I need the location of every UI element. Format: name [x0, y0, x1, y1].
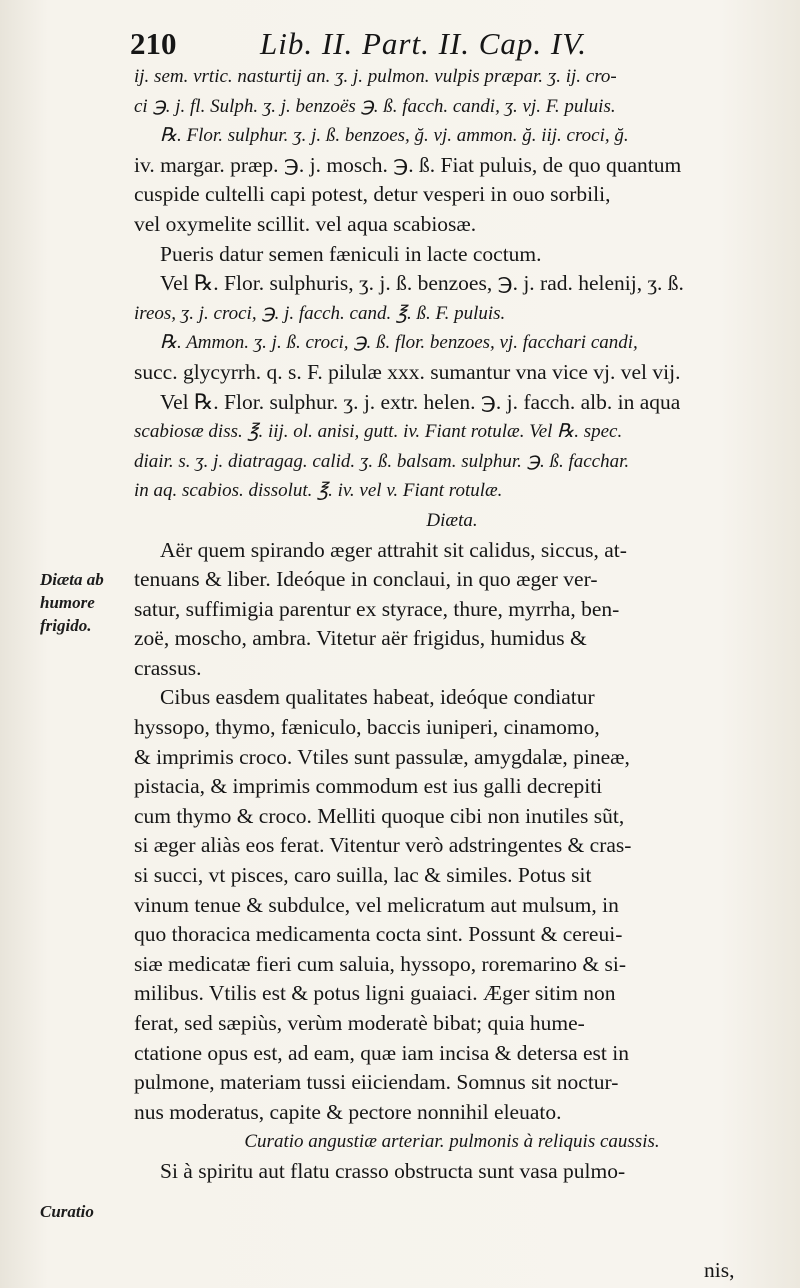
- text-line: scabiosæ diss. ℥. iij. ol. anisi, gutt. iv. Fiant rotulæ. Vel ℞. spec.: [134, 421, 623, 443]
- margin-note-diaeta: Diæta ab humore frigido.: [40, 570, 104, 635]
- text-line: Curatio angustiæ arteriar. pulmonis à reliquis caussis.: [244, 1131, 660, 1153]
- text-line: pistacia, & imprimis commodum est ius galli decrepiti: [134, 774, 603, 799]
- text-line: in aq. scabios. dissolut. ℥. iv. vel v. Fiant rotulæ.: [134, 480, 503, 502]
- running-head: Lib. II. Part. II. Cap. IV.: [260, 26, 587, 61]
- text-line: ℞. Ammon. ʒ. j. ß. croci, ℈. ß. flor. benzoes, vj. facchari candi,: [160, 332, 638, 354]
- body-text: [134, 62, 770, 1187]
- text-line: Cibus easdem qualitates habeat, ideóque condiatur: [160, 685, 595, 710]
- text-line: & imprimis croco. Vtiles sunt passulæ, amygdalæ, pineæ,: [134, 744, 630, 769]
- text-line: si succi, vt pisces, caro suilla, lac & similes. Potus sit: [134, 863, 592, 888]
- text-line: cum thymo & croco. Melliti quoque cibi non inutiles sũt,: [134, 803, 625, 828]
- text-line: Pueris datur semen fæniculi in lacte coctum.: [160, 241, 542, 266]
- text-line: vinum tenue & subdulce, vel melicratum aut mulsum, in: [134, 892, 619, 917]
- text-line: Diæta.: [426, 509, 478, 531]
- text-line: iv. margar. præp. ℈. j. mosch. ℈. ß. Fiat puluis, de quo quantum: [134, 152, 682, 177]
- page-number: 210: [130, 26, 177, 61]
- text-line: si æger aliàs eos ferat. Vitentur verò adstringentes & cras-: [134, 833, 632, 858]
- text-line: diair. s. ʒ. j. diatragag. calid. ʒ. ß. balsam. sulphur. ℈. ß. facchar.: [134, 450, 630, 472]
- catchword: nis,: [704, 1258, 735, 1282]
- text-line: Aër quem spirando æger attrahit sit calidus, siccus, at-: [160, 537, 627, 562]
- text-line: ℞. Flor. sulphur. ʒ. j. ß. benzoes, ğ. vj. ammon. ğ. iij. croci, ğ.: [160, 125, 629, 147]
- text-line: ci ℈. j. fl. Sulph. ʒ. j. benzoës ℈. ß. facch. candi, ʒ. vj. F. puluis.: [134, 95, 616, 117]
- text-line: zoë, moscho, ambra. Vitetur aër frigidus, humidus &: [134, 626, 587, 651]
- text-line: succ. glycyrrh. q. s. F. pilulæ xxx. sumantur vna vice vj. vel vij.: [134, 359, 681, 384]
- text-line: vel oxymelite scillit. vel aqua scabiosæ.: [134, 211, 477, 236]
- text-line: ctatione opus est, ad eam, quæ iam incisa & detersa est in: [134, 1040, 629, 1065]
- text-line: ferat, sed sæpiùs, verùm moderatè bibat; quia hume-: [134, 1011, 585, 1035]
- text-line: tenuans & liber. Ideóque in conclaui, in quo æger ver-: [134, 567, 598, 592]
- page-header: [130, 26, 770, 66]
- text-line: cuspide cultelli capi potest, detur vesperi in ouo sorbili,: [134, 182, 611, 207]
- text-line: quo thoracica medicamenta cocta sint. Possunt & cereui-: [134, 922, 623, 947]
- text-line: crassus.: [134, 655, 202, 680]
- text-line: nus moderatus, capite & pectore nonnihil eleuato.: [134, 1099, 562, 1124]
- text-line: Vel ℞. Flor. sulphuris, ʒ. j. ß. benzoes, ℈. j. rad. helenij, ʒ. ß.: [160, 271, 684, 296]
- text-line: pulmone, materiam tussi eiiciendam. Somnus sit noctur-: [134, 1070, 619, 1095]
- text-line: milibus. Vtilis est & potus ligni guaiaci. Æger sitim non: [134, 981, 616, 1006]
- text-line: siæ medicatæ fieri cum saluia, hyssopo, roremarino & si-: [134, 951, 627, 976]
- text-line: ij. sem. vrtic. nasturtij an. ʒ. j. pulmon. vulpis præpar. ʒ. ij. cro-: [134, 66, 617, 87]
- text-line: Si à spiritu aut flatu crasso obstructa sunt vasa pulmo-: [160, 1158, 626, 1183]
- text-line: ireos, ʒ. j. croci, ℈. j. facch. cand. ℥. ß. F. puluis.: [134, 302, 506, 324]
- text-line: Vel ℞. Flor. sulphur. ʒ. j. extr. helen. ℈. j. facch. alb. in aqua: [160, 389, 681, 414]
- text-line: hyssopo, thymo, fæniculo, baccis iuniperi, cinamomo,: [134, 715, 600, 740]
- text-line: satur, suffimigia parentur ex styrace, thure, myrrha, ben-: [134, 596, 620, 621]
- margin-note-curatio: Curatio: [40, 1202, 94, 1221]
